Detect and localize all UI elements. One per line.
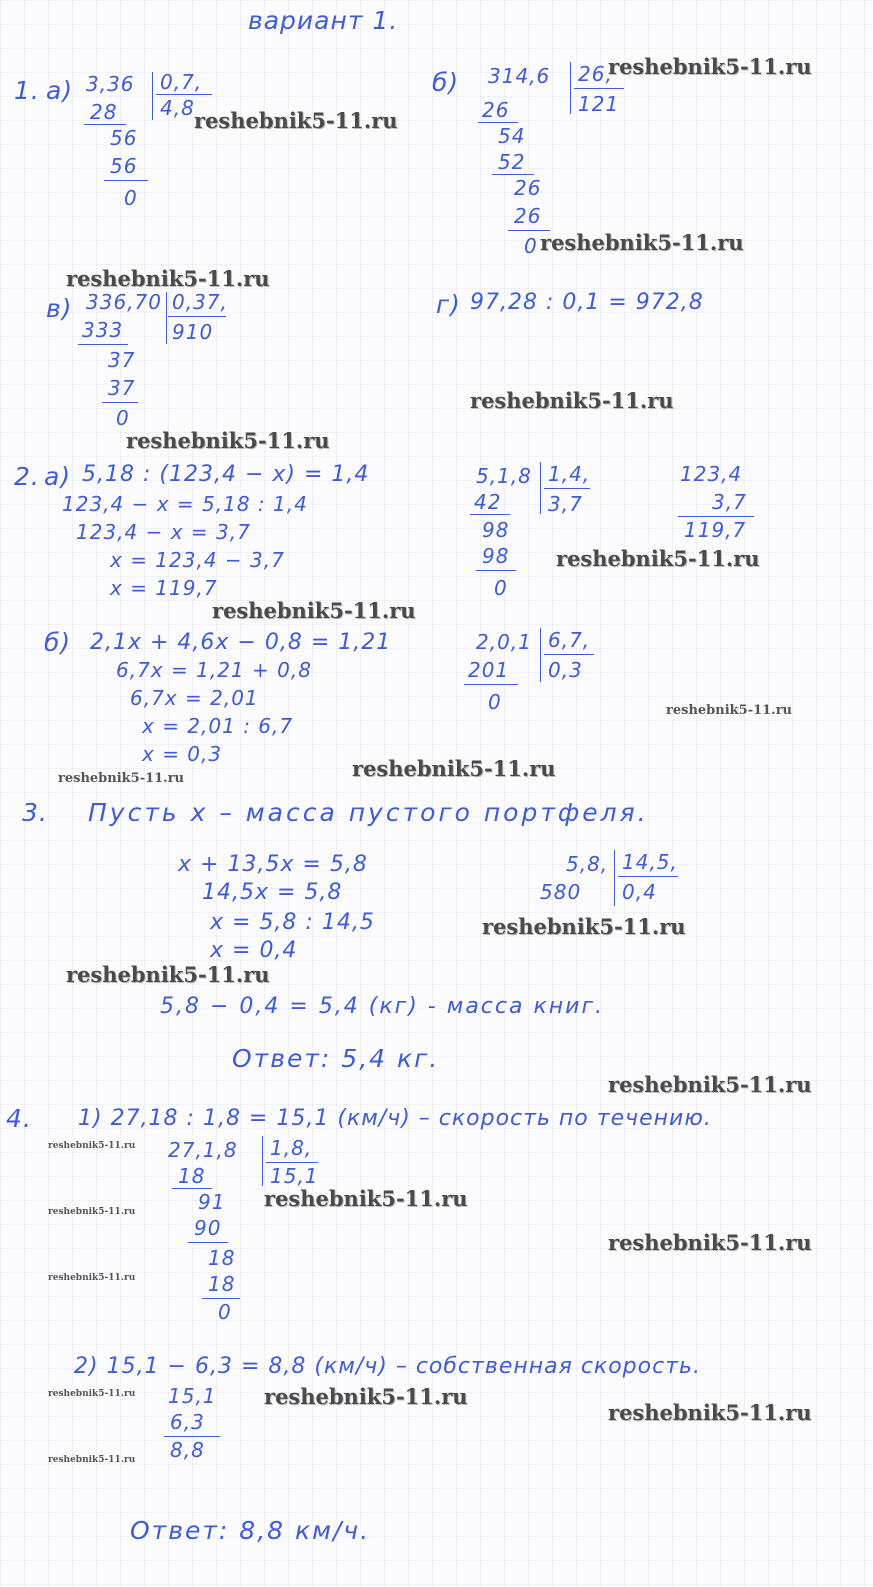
watermark: reshebnik5-11.ru xyxy=(48,1207,136,1217)
task4-div-divisor: 1,8, xyxy=(270,1136,313,1160)
task4-sub-line xyxy=(164,1436,220,1437)
task2a-equation-line: 5,18 : (123,4 − x) = 1,4 xyxy=(82,462,370,487)
task3-result: 5,8 − 0,4 = 5,4 (кг) - масса книг. xyxy=(160,994,604,1019)
task1a-division-bar xyxy=(152,72,153,120)
task3-intro: Пусть x – масса пустого портфеля. xyxy=(88,798,649,827)
task1b-dividend: 314,6 xyxy=(488,64,551,88)
task1b-step: 26 xyxy=(482,98,510,122)
task2a-equation-line: 123,4 − x = 3,7 xyxy=(76,520,251,544)
task2a-sub-line xyxy=(678,516,754,517)
watermark: reshebnik5-11.ru xyxy=(666,703,793,718)
task1v-dividend: 336,70 xyxy=(86,290,162,314)
task2b-div-dividend: 2,0,1 xyxy=(476,630,532,654)
task2b-equation-line: 6,7x = 2,01 xyxy=(130,686,259,710)
task1v-divisor-line xyxy=(168,316,226,317)
task1a-step: 28 xyxy=(90,100,118,124)
task3-divisor-line xyxy=(618,876,678,877)
task1a-step: 0 xyxy=(124,186,138,210)
task3-equation-line: x = 5,8 : 14,5 xyxy=(210,910,375,935)
task2a-div-step: 98 xyxy=(482,544,510,568)
task1b-divisor-line xyxy=(574,88,624,89)
task2b-div-divisor: 6,7, xyxy=(548,628,591,652)
task2a-div-step: 98 xyxy=(482,518,510,542)
task1a-step: 56 xyxy=(110,126,138,150)
task1b-step: 26 xyxy=(514,176,542,200)
task1v-label: в) xyxy=(46,294,73,323)
task1b-line xyxy=(492,174,534,175)
task1v-step: 0 xyxy=(116,406,130,430)
task1b-step: 54 xyxy=(498,124,526,148)
task1v-division-bar xyxy=(166,292,167,344)
task1b-label: б) xyxy=(432,68,460,97)
task2b-equation-line: x = 2,01 : 6,7 xyxy=(142,714,294,738)
task4-step2: 2) 15,1 − 6,3 = 8,8 (км/ч) – собственная скорость. xyxy=(74,1354,701,1379)
watermark: reshebnik5-11.ru xyxy=(608,1072,812,1097)
task2b-equation-line: 6,7x = 1,21 + 0,8 xyxy=(116,658,312,682)
task4-sub-subtrahend: 6,3 xyxy=(170,1410,205,1434)
task4-div-line xyxy=(172,1188,212,1189)
task1a-dividend: 3,36 xyxy=(86,72,135,96)
task2a-div-quotient: 3,7 xyxy=(548,492,583,516)
task2a-divisor-line xyxy=(544,488,590,489)
task2b-equation-line: x = 0,3 xyxy=(142,742,223,766)
watermark: reshebnik5-11.ru xyxy=(48,1389,136,1399)
watermark: reshebnik5-11.ru xyxy=(48,1273,136,1283)
task2b-equation-line: 2,1x + 4,6x − 0,8 = 1,21 xyxy=(90,630,392,655)
watermark: reshebnik5-11.ru xyxy=(608,1400,812,1425)
watermark: reshebnik5-11.ru xyxy=(608,1230,812,1255)
watermark: reshebnik5-11.ru xyxy=(264,1384,468,1409)
task3-number: 3. xyxy=(22,798,48,827)
task1a-divisor-line xyxy=(156,94,212,95)
task1b-step: 26 xyxy=(514,204,542,228)
task4-number: 4. xyxy=(6,1104,32,1133)
task2b-div-step: 201 xyxy=(468,658,510,682)
task2b-label: б) xyxy=(44,628,72,657)
task2a-equation-line: 123,4 − x = 5,18 : 1,4 xyxy=(62,492,308,516)
task1g-expression: 97,28 : 0,1 = 972,8 xyxy=(470,290,704,315)
watermark: reshebnik5-11.ru xyxy=(126,428,330,453)
task4-div-quotient: 15,1 xyxy=(270,1164,319,1188)
task1b-quotient: 121 xyxy=(578,92,620,116)
task1v-line xyxy=(78,344,128,345)
watermark: reshebnik5-11.ru xyxy=(48,1141,136,1151)
task2a-div-line xyxy=(476,570,516,571)
watermark: reshebnik5-11.ru xyxy=(482,914,686,939)
task4-div-dividend: 27,1,8 xyxy=(168,1138,238,1162)
task2a-div-line xyxy=(470,514,510,515)
task4-div-line xyxy=(188,1242,228,1243)
task4-divisor-line xyxy=(266,1162,318,1163)
task1g-label: г) xyxy=(436,290,461,319)
task1v-step: 333 xyxy=(82,318,124,342)
task3-division-bar xyxy=(614,850,615,906)
watermark: reshebnik5-11.ru xyxy=(48,1455,136,1465)
task1b-division-bar xyxy=(570,62,571,114)
task3-div-step: 580 xyxy=(540,880,582,904)
task2b-div-line xyxy=(464,684,518,685)
task2a-sub-minuend: 123,4 xyxy=(680,462,743,486)
task1b-step: 0 xyxy=(524,234,538,258)
task4-div-step: 18 xyxy=(208,1272,236,1296)
watermark: reshebnik5-11.ru xyxy=(470,388,674,413)
task2b-div-step: 0 xyxy=(488,690,502,714)
task4-div-line xyxy=(202,1298,240,1299)
task3-div-quotient: 0,4 xyxy=(622,880,657,904)
task4-sub-result: 8,8 xyxy=(170,1438,205,1462)
watermark: reshebnik5-11.ru xyxy=(66,266,270,291)
task3-equation-line: x = 0,4 xyxy=(210,938,298,963)
task4-div-step: 0 xyxy=(218,1300,232,1324)
task2a-div-step: 42 xyxy=(474,490,502,514)
watermark: reshebnik5-11.ru xyxy=(66,962,270,987)
task4-div-step: 90 xyxy=(194,1216,222,1240)
task1b-line xyxy=(478,122,518,123)
task4-div-step: 18 xyxy=(178,1164,206,1188)
watermark: reshebnik5-11.ru xyxy=(556,546,760,571)
task2b-division-bar xyxy=(540,628,541,682)
task1a-label: а) xyxy=(46,76,74,105)
task1v-step: 37 xyxy=(108,348,136,372)
task1a-divisor: 0,7, xyxy=(160,70,203,94)
task3-div-divisor: 14,5, xyxy=(622,850,678,874)
task1v-line xyxy=(102,402,138,403)
page-title: вариант 1. xyxy=(248,6,399,35)
task3-answer: Ответ: 5,4 кг. xyxy=(232,1044,440,1073)
task2a-div-dividend: 5,1,8 xyxy=(476,464,532,488)
task2a-div-step: 0 xyxy=(494,576,508,600)
task4-division-bar xyxy=(262,1136,263,1186)
task4-sub-minuend: 15,1 xyxy=(168,1384,217,1408)
task2-number: 2. xyxy=(14,462,40,491)
task1a-line xyxy=(104,180,148,181)
task3-equation-line: 14,5x = 5,8 xyxy=(202,880,343,905)
task1b-divisor: 26, xyxy=(578,62,613,86)
task2b-divisor-line xyxy=(544,654,594,655)
task3-div-dividend: 5,8, xyxy=(566,852,609,876)
task2a-equation-line: x = 119,7 xyxy=(110,576,218,600)
task2a-equation-line: x = 123,4 − 3,7 xyxy=(110,548,285,572)
task4-step1: 1) 27,18 : 1,8 = 15,1 (км/ч) – скорость по течению. xyxy=(78,1106,712,1131)
watermark: reshebnik5-11.ru xyxy=(352,756,556,781)
task2a-sub-result: 119,7 xyxy=(684,518,747,542)
watermark: reshebnik5-11.ru xyxy=(58,771,185,786)
watermark: reshebnik5-11.ru xyxy=(194,108,398,133)
task1a-quotient: 4,8 xyxy=(160,96,195,120)
task1-number: 1. xyxy=(14,76,40,105)
watermark: reshebnik5-11.ru xyxy=(212,598,416,623)
watermark: reshebnik5-11.ru xyxy=(264,1186,468,1211)
task4-div-step: 18 xyxy=(208,1246,236,1270)
task1a-line xyxy=(84,124,126,125)
task1a-step: 56 xyxy=(110,154,138,178)
task4-div-step: 91 xyxy=(198,1190,226,1214)
task1v-quotient: 910 xyxy=(172,320,214,344)
task2a-sub-subtrahend: 3,7 xyxy=(712,490,747,514)
task2b-div-quotient: 0,3 xyxy=(548,658,583,682)
task1v-divisor: 0,37, xyxy=(172,290,228,314)
watermark: reshebnik5-11.ru xyxy=(540,230,744,255)
watermark: reshebnik5-11.ru xyxy=(608,54,812,79)
task4-answer: Ответ: 8,8 км/ч. xyxy=(130,1516,371,1545)
task1v-step: 37 xyxy=(108,376,136,400)
task3-equation-line: x + 13,5x = 5,8 xyxy=(178,852,368,877)
task2a-label: а) xyxy=(44,462,72,491)
task1b-step: 52 xyxy=(498,150,526,174)
task2a-division-bar xyxy=(540,462,541,514)
task2a-div-divisor: 1,4, xyxy=(548,462,591,486)
